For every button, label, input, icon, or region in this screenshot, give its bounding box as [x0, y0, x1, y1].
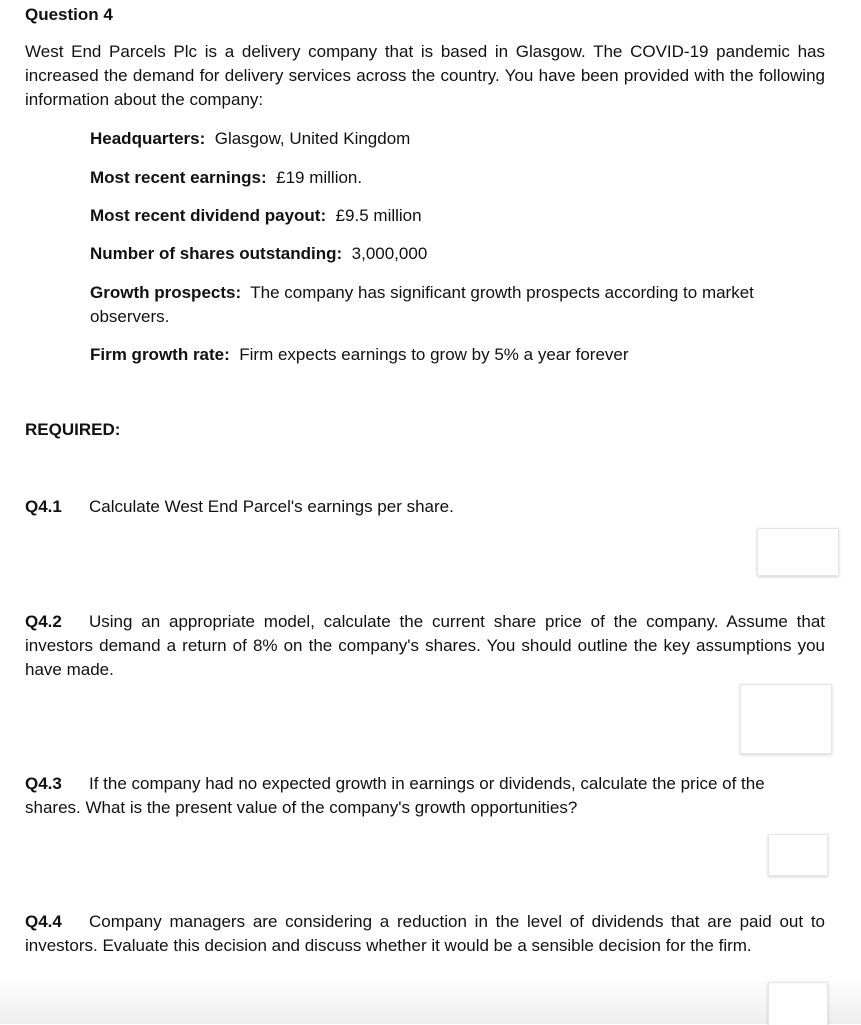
- intro-paragraph: West End Parcels Plc is a delivery company that is based in Glasgow. The COVID-19 pandemic has increased the demand for delivery services across the country. You have been provided with the following information about the company:: [25, 42, 825, 109]
- question-text: Calculate West End Parcel's earnings per share.: [89, 497, 454, 516]
- info-value: The company has significant growth prospects according to market observers.: [90, 283, 754, 326]
- info-shares: [90, 242, 427, 266]
- info-growth-rate: [90, 343, 629, 367]
- answer-box-q4-4[interactable]: [768, 982, 828, 1025]
- question-q4-3: [25, 772, 825, 820]
- question-number: Q4.2: [25, 612, 62, 631]
- question-number: Q4.1: [25, 497, 62, 516]
- info-value: Firm expects earnings to grow by 5% a year forever: [239, 345, 629, 364]
- required-heading: REQUIRED:: [25, 420, 121, 439]
- info-earnings: [90, 166, 362, 190]
- info-label: Most recent dividend payout:: [90, 206, 327, 225]
- info-growth-prospects: [90, 281, 790, 329]
- page-bottom-fade: [0, 975, 861, 1024]
- info-label: Growth prospects:: [90, 283, 242, 302]
- info-value: Glasgow, United Kingdom: [214, 129, 411, 148]
- info-headquarters: [90, 127, 410, 151]
- answer-box-q4-1[interactable]: [757, 528, 839, 576]
- answer-box-q4-2[interactable]: [740, 684, 832, 754]
- question-number: Q4.3: [25, 774, 62, 793]
- question-q4-1: [25, 495, 825, 519]
- question-text: Company managers are considering a reduction in the level of dividends that are paid out to investors. Evaluate this decision and discuss whether it would be a sensible decision for the firm.: [25, 912, 825, 955]
- question-title: Question 4: [25, 5, 113, 24]
- question-q4-4: [25, 910, 825, 958]
- question-text: If the company had no expected growth in earnings or dividends, calculate the price of the shares. What is the present value of the company's growth opportunities?: [25, 774, 765, 817]
- question-text: Using an appropriate model, calculate the current share price of the company. Assume that investors demand a return of 8% on the company's shares. You should outline the key assumptions you have made.: [25, 612, 825, 679]
- info-label: Number of shares outstanding:: [90, 244, 343, 263]
- answer-box-q4-3[interactable]: [768, 834, 828, 876]
- info-label: Headquarters:: [90, 129, 206, 148]
- question-number: Q4.4: [25, 912, 62, 931]
- info-value: £9.5 million: [335, 206, 422, 225]
- info-dividend: [90, 204, 422, 228]
- info-label: Most recent earnings:: [90, 168, 267, 187]
- question-q4-2: [25, 610, 825, 682]
- info-label: Firm growth rate:: [90, 345, 230, 364]
- info-value: 3,000,000: [351, 244, 428, 263]
- info-value: £19 million.: [276, 168, 363, 187]
